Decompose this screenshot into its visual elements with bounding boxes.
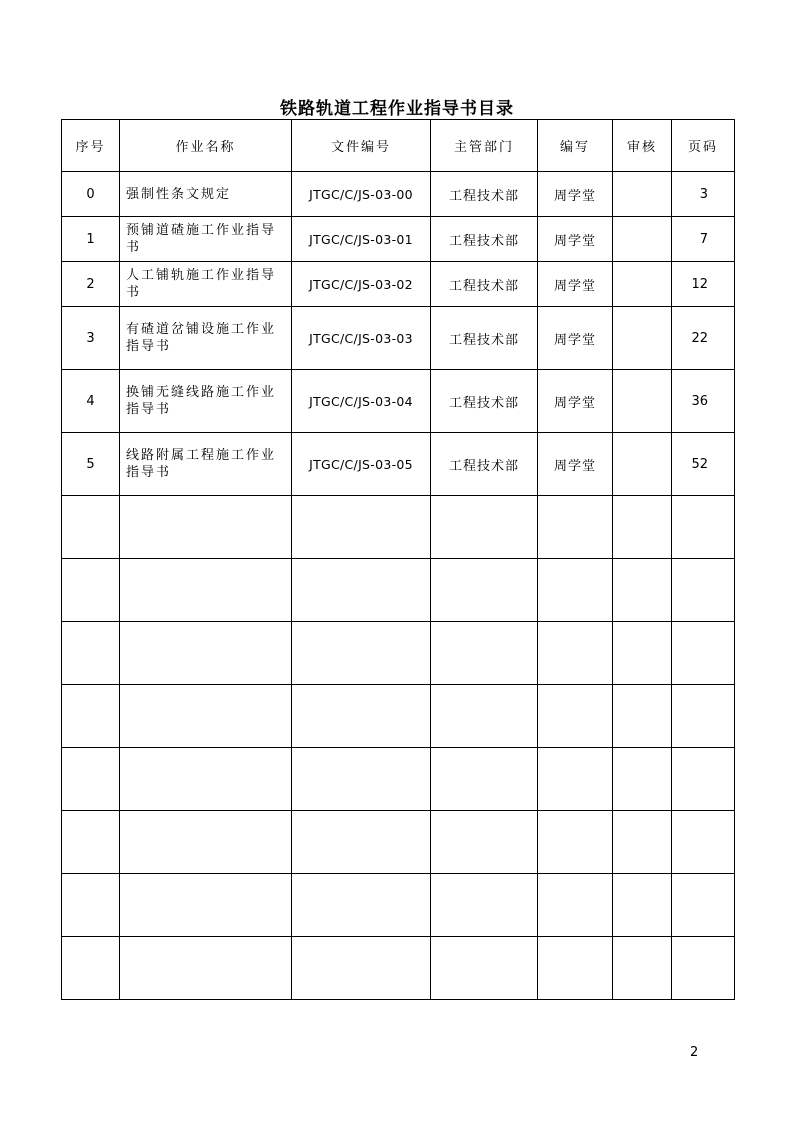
cell-dept: 工程技术部 — [431, 370, 538, 433]
cell-author: 周学堂 — [538, 307, 613, 370]
cell-author: 周学堂 — [538, 433, 613, 496]
cell-code: JTGC/C/JS-03-02 — [292, 262, 431, 307]
cell-seq: 3 — [62, 307, 120, 370]
empty-row — [62, 937, 735, 1000]
cell-review — [613, 433, 672, 496]
cell-seq: 5 — [62, 433, 120, 496]
header-name: 作业名称 — [120, 120, 292, 172]
cell-author: 周学堂 — [538, 172, 613, 217]
cell-page: 12 — [672, 262, 735, 307]
cell-code: JTGC/C/JS-03-03 — [292, 307, 431, 370]
table-row — [62, 433, 735, 496]
header-code: 文件编号 — [292, 120, 431, 172]
cell-dept: 工程技术部 — [431, 217, 538, 262]
empty-row — [62, 685, 735, 748]
cell-code: JTGC/C/JS-03-04 — [292, 370, 431, 433]
cell-name: 预铺道碴施工作业指导书 — [120, 217, 292, 262]
cell-seq: 4 — [62, 370, 120, 433]
header-row — [62, 120, 735, 172]
cell-name: 有碴道岔铺设施工作业指导书 — [120, 307, 292, 370]
cell-seq: 2 — [62, 262, 120, 307]
cell-seq: 0 — [62, 172, 120, 217]
table-row — [62, 217, 735, 262]
cell-name: 换铺无缝线路施工作业指导书 — [120, 370, 292, 433]
cell-page: 3 — [672, 172, 735, 217]
page-number: 2 — [690, 1045, 699, 1060]
cell-name: 强制性条文规定 — [120, 172, 292, 217]
cell-author: 周学堂 — [538, 370, 613, 433]
empty-row — [62, 496, 735, 559]
empty-row — [62, 811, 735, 874]
cell-author: 周学堂 — [538, 262, 613, 307]
cell-name: 线路附属工程施工作业指导书 — [120, 433, 292, 496]
empty-row — [62, 622, 735, 685]
cell-review — [613, 262, 672, 307]
cell-code: JTGC/C/JS-03-01 — [292, 217, 431, 262]
cell-dept: 工程技术部 — [431, 172, 538, 217]
cell-author: 周学堂 — [538, 217, 613, 262]
header-page: 页码 — [672, 120, 735, 172]
cell-seq: 1 — [62, 217, 120, 262]
table-row — [62, 370, 735, 433]
header-dept: 主管部门 — [431, 120, 538, 172]
cell-page: 36 — [672, 370, 735, 433]
table-row — [62, 172, 735, 217]
table-row — [62, 262, 735, 307]
cell-dept: 工程技术部 — [431, 307, 538, 370]
toc-table — [61, 119, 735, 1000]
cell-name: 人工铺轨施工作业指导书 — [120, 262, 292, 307]
document-title: 铁路轨道工程作业指导书目录 — [280, 99, 514, 119]
cell-page: 7 — [672, 217, 735, 262]
header-seq: 序号 — [62, 120, 120, 172]
cell-page: 22 — [672, 307, 735, 370]
cell-review — [613, 217, 672, 262]
cell-review — [613, 172, 672, 217]
cell-dept: 工程技术部 — [431, 433, 538, 496]
table-row — [62, 307, 735, 370]
empty-row — [62, 748, 735, 811]
header-author: 编写 — [538, 120, 613, 172]
cell-review — [613, 370, 672, 433]
cell-page: 52 — [672, 433, 735, 496]
cell-code: JTGC/C/JS-03-00 — [292, 172, 431, 217]
cell-dept: 工程技术部 — [431, 262, 538, 307]
empty-row — [62, 874, 735, 937]
header-review: 审核 — [613, 120, 672, 172]
empty-row — [62, 559, 735, 622]
cell-review — [613, 307, 672, 370]
cell-code: JTGC/C/JS-03-05 — [292, 433, 431, 496]
